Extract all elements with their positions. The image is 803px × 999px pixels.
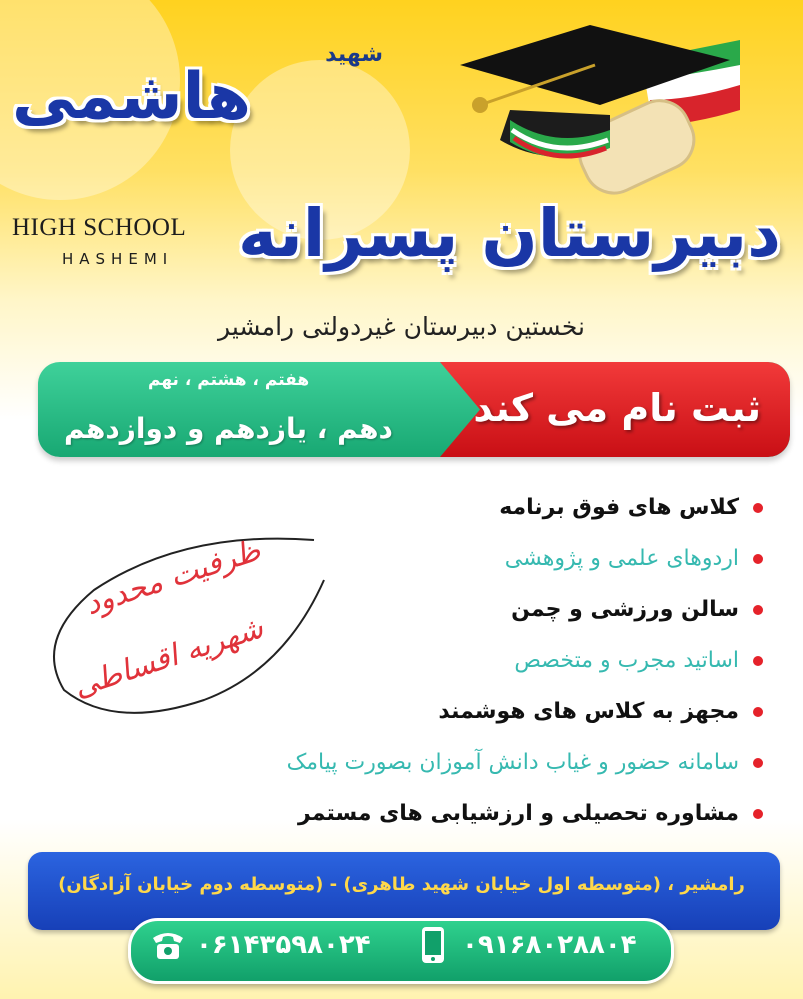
school-name: هاشمی [12, 60, 251, 134]
bullet-icon [753, 758, 763, 768]
list-item [163, 482, 763, 533]
feature-text: اردوهای علمی و پژوهشی [504, 546, 739, 571]
graduation-cap-icon [440, 20, 740, 210]
telephone-icon [150, 928, 186, 962]
grades-line-1: هفتم ، هشتم ، نهم [148, 370, 310, 390]
school-type-title: دبیرستان پسرانه [237, 195, 781, 272]
features-list [163, 482, 763, 839]
list-item [163, 788, 763, 839]
register-label: ثبت نام می کند [473, 386, 761, 430]
grades-line-2: دهم ، یازدهم و دوازدهم [64, 412, 393, 445]
list-item [163, 533, 763, 584]
feature-text: سالن ورزشی و چمن [511, 597, 739, 622]
address-text: رامشیر ، (متوسطه اول خیابان شهید طاهری) - (متوسطه دوم خیابان آزادگان) [58, 874, 745, 895]
bullet-icon [753, 605, 763, 615]
mobile-phone-icon [420, 926, 446, 964]
list-item [163, 635, 763, 686]
english-school-name: HIGH SCHOOL [12, 214, 187, 241]
feature-text: مجهز به کلاس های هوشمند [438, 699, 739, 724]
list-item [163, 737, 763, 788]
subtitle: نخستین دبیرستان غیردولتی رامشیر [218, 312, 585, 341]
feature-text: کلاس های فوق برنامه [499, 495, 739, 520]
limited-capacity-note: ظرفیت محدود [81, 532, 265, 623]
bullet-icon [753, 554, 763, 564]
bullet-icon [753, 503, 763, 513]
shahid-label: شهید [325, 42, 383, 67]
english-school-sub: HASHEMI [62, 250, 174, 268]
feature-text: سامانه حضور و غیاب دانش آموزان بصورت پیامک [286, 750, 739, 775]
landline-number[interactable]: ۰۶۱۴۳۵۹۸۰۲۴ [196, 930, 371, 960]
feature-text: اساتید مجرب و متخصص [514, 648, 739, 673]
list-item [163, 584, 763, 635]
mobile-number[interactable]: ۰۹۱۶۸۰۲۸۸۰۴ [462, 930, 637, 960]
list-item [163, 686, 763, 737]
feature-text: مشاوره تحصیلی و ارزشیابی های مستمر [298, 801, 739, 826]
installment-tuition-note: شهریه اقساطی [69, 610, 268, 705]
bullet-icon [753, 809, 763, 819]
bullet-icon [753, 656, 763, 666]
bullet-icon [753, 707, 763, 717]
